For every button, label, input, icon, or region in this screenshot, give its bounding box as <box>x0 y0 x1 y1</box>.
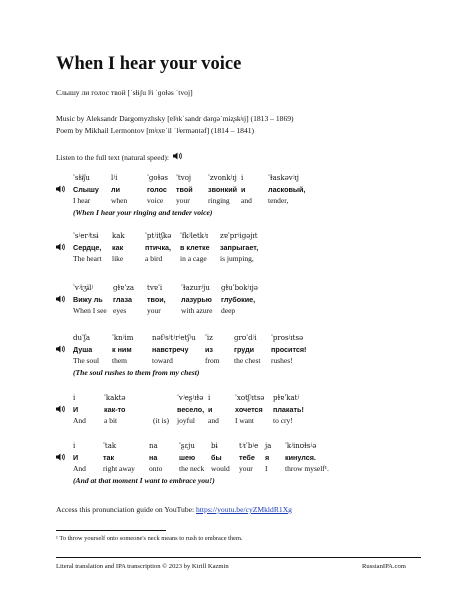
listen-label: Listen to the full text (natural speed): <box>56 153 170 162</box>
ipa-word: ˈsɫɨʃu <box>73 174 90 182</box>
ru-word: кинулся. <box>285 453 316 462</box>
en-word: when <box>111 196 128 205</box>
ipa-word: ɡɫuˈbokʲɪjə <box>221 284 258 292</box>
ipa-word: tʲɪˈbʲe <box>239 442 259 450</box>
en-word: toward <box>152 356 173 365</box>
ipa-word: ɡɫɐˈza <box>113 284 135 292</box>
ipa-word: tvɐˈi <box>147 284 163 292</box>
ru-word: ли <box>111 185 120 194</box>
ipa-word: kak <box>112 232 125 240</box>
ru-word: из <box>205 345 213 354</box>
ipa-word: na <box>149 442 158 450</box>
ru-word: хочется <box>235 405 263 414</box>
music-credit: Music by Aleksandr Dargomyzhsky [ɐlʲɪkˈsandr dərɡəˈmɨʐskʲɪj] (1813 – 1869) <box>56 114 294 123</box>
ru-word: И <box>73 405 79 414</box>
ipa-word: ˈkaktə <box>104 394 126 402</box>
ipa-word: ˈɫazurʲju <box>181 284 210 292</box>
ru-word: и <box>208 405 213 414</box>
en-word: from <box>205 356 220 365</box>
ipa-word: ˈzvonkʲɪj <box>208 174 237 182</box>
ipa-word: nəfʲsʲtʲrʲetʃʲu <box>152 334 196 342</box>
ru-word: груди <box>234 345 255 354</box>
en-word: I <box>265 464 268 473</box>
en-word: And <box>73 464 86 473</box>
ru-word: лазурью <box>181 295 212 304</box>
en-word: to cry! <box>273 416 293 425</box>
footnote: ¹ To throw yourself onto someone's neck means to rush to embrace them. <box>56 535 243 542</box>
ru-word: запрыгает, <box>220 243 259 252</box>
en-word: deep <box>221 306 236 315</box>
en-word: the neck <box>179 464 205 473</box>
en-word: (it is) <box>153 416 170 425</box>
en-word: with azure <box>181 306 213 315</box>
ipa-word: ˈprosʲɪtsə <box>271 334 304 342</box>
en-word: in a cage <box>180 254 207 263</box>
ru-word: шею <box>179 453 196 462</box>
translation-note: (The soul rushes to them from my chest) <box>73 368 200 377</box>
en-word: the chest <box>234 356 261 365</box>
en-word: a bird <box>145 254 163 263</box>
speaker-icon[interactable] <box>56 243 66 252</box>
ipa-word: ˈknʲim <box>112 334 134 342</box>
ipa-word: ˈiz <box>205 334 213 342</box>
en-word: The heart <box>73 254 102 263</box>
ipa-word: ˈsʲerʲtsɨ <box>73 232 99 240</box>
en-word: your <box>239 464 253 473</box>
ipa-word: i <box>208 394 211 402</box>
en-word: When I see <box>73 306 107 315</box>
translation-note: (When I hear your ringing and tender voice) <box>73 208 213 217</box>
ipa-word: ˈtak <box>103 442 117 450</box>
en-word: voice <box>147 196 164 205</box>
en-word: I hear <box>73 196 91 205</box>
speaker-icon[interactable] <box>56 345 66 354</box>
ipa-word: ˈxotʃʲɪtsə <box>235 394 265 402</box>
ru-word: как-то <box>104 405 126 414</box>
en-word: your <box>147 306 161 315</box>
ipa-word: zɐˈprʲiɡəjɪt <box>220 232 258 240</box>
ru-word: твой <box>176 185 193 194</box>
ru-word: как <box>112 243 124 252</box>
en-word: And <box>73 416 86 425</box>
ru-word: голос <box>147 185 167 194</box>
ru-word: глаза <box>113 295 132 304</box>
en-word: would <box>211 464 230 473</box>
en-word: The soul <box>73 356 100 365</box>
poem-credit: Poem by Mikhail Lermontov [mʲɪxɐˈil ˈlʲerməntəf] (1814 – 1841) <box>56 126 255 135</box>
speaker-icon[interactable] <box>56 405 66 414</box>
ru-word: птичка, <box>145 243 172 252</box>
footnote-divider <box>56 530 166 531</box>
ru-word: звонкий <box>208 185 238 194</box>
ipa-word: lʲi <box>111 174 118 182</box>
footer-site: RussianIPA.com <box>362 563 406 570</box>
en-word: is jumping, <box>220 254 254 263</box>
ru-word: к ним <box>112 345 132 354</box>
ru-word: Слышу <box>73 185 99 194</box>
ru-word: твои, <box>147 295 166 304</box>
translation-note: (And at that moment I want to embrace you!) <box>73 476 215 485</box>
ipa-word: i <box>73 394 76 402</box>
ipa-word: ˈʂɛju <box>179 442 195 450</box>
ipa-word: bɨ <box>211 442 218 450</box>
ru-word: Душа <box>73 345 93 354</box>
en-word: ringing <box>208 196 230 205</box>
ru-word: бы <box>211 453 222 462</box>
ru-word: И <box>73 453 79 462</box>
ipa-word: ˈɡoɫəs <box>147 174 169 182</box>
en-word: onto <box>149 464 163 473</box>
ru-word: Сердце, <box>73 243 102 252</box>
youtube-label: Access this pronunciation guide on YouTube: <box>56 505 195 514</box>
ipa-word: ja <box>265 442 272 450</box>
ru-word: так <box>103 453 115 462</box>
subtitle: Слышу ли голос твой [ˈsɫɨʃu lʲi ˈɡoɫəs ˈtvoj] <box>56 88 193 97</box>
en-word: like <box>112 254 124 263</box>
ipa-word: ɡrʊˈdʲi <box>234 334 257 342</box>
listen-row <box>56 151 181 162</box>
en-word: a bit <box>104 416 118 425</box>
footer-divider <box>56 557 421 558</box>
ipa-word: i <box>241 174 244 182</box>
page-title: When I hear your voice <box>56 54 242 74</box>
ru-word: глубокие, <box>221 295 256 304</box>
speaker-icon[interactable] <box>173 152 183 161</box>
en-word: them <box>112 356 127 365</box>
ipa-word: duˈʃa <box>73 334 90 342</box>
ru-word: весело, <box>177 405 205 414</box>
speaker-icon[interactable] <box>56 185 66 194</box>
ipa-word: ˈkʲinʊɫsʲə <box>285 442 317 450</box>
ipa-word: ˈtvoj <box>176 174 192 182</box>
ipa-word: pɫɐˈkatʲ <box>273 394 300 402</box>
ru-word: на <box>149 453 158 462</box>
youtube-link[interactable]: https://youtu.be/cyZMkldR1Xg <box>196 505 292 514</box>
en-word: right away <box>103 464 135 473</box>
en-word: tender, <box>268 196 289 205</box>
ru-word: навстречу <box>152 345 189 354</box>
ipa-word: i <box>73 442 76 450</box>
en-word: and <box>241 196 252 205</box>
en-word: your <box>176 196 190 205</box>
youtube-row <box>56 505 292 514</box>
en-word: rushes! <box>271 356 293 365</box>
ipa-word: ˈfkʲletkʲɪ <box>180 232 209 240</box>
en-word: and <box>208 416 219 425</box>
ru-word: я <box>265 453 270 462</box>
ipa-word: ˈɫaskəvʲɪj <box>268 174 299 182</box>
en-word: I want <box>235 416 254 425</box>
ru-word: ласковый, <box>268 185 306 194</box>
ipa-word: ˈvʲiʒɨlʲ <box>73 284 94 292</box>
ipa-word: ˈptʲitʃkə <box>145 232 172 240</box>
ru-word: Вижу ль <box>73 295 103 304</box>
ru-word: тебе <box>239 453 255 462</box>
footer-copyright: Literal translation and IPA transcription © 2023 by Kirill Kazmin <box>56 563 229 570</box>
speaker-icon[interactable] <box>56 453 66 462</box>
ru-word: в клетке <box>180 243 210 252</box>
ru-word: и <box>241 185 246 194</box>
ru-word: плакать! <box>273 405 304 414</box>
en-word: throw myself¹. <box>285 464 329 473</box>
ipa-word: ˈvʲeʂʲɪɫə <box>177 394 204 402</box>
speaker-icon[interactable] <box>56 295 66 304</box>
en-word: eyes <box>113 306 127 315</box>
en-word: joyful <box>177 416 195 425</box>
ru-word: просится! <box>271 345 307 354</box>
